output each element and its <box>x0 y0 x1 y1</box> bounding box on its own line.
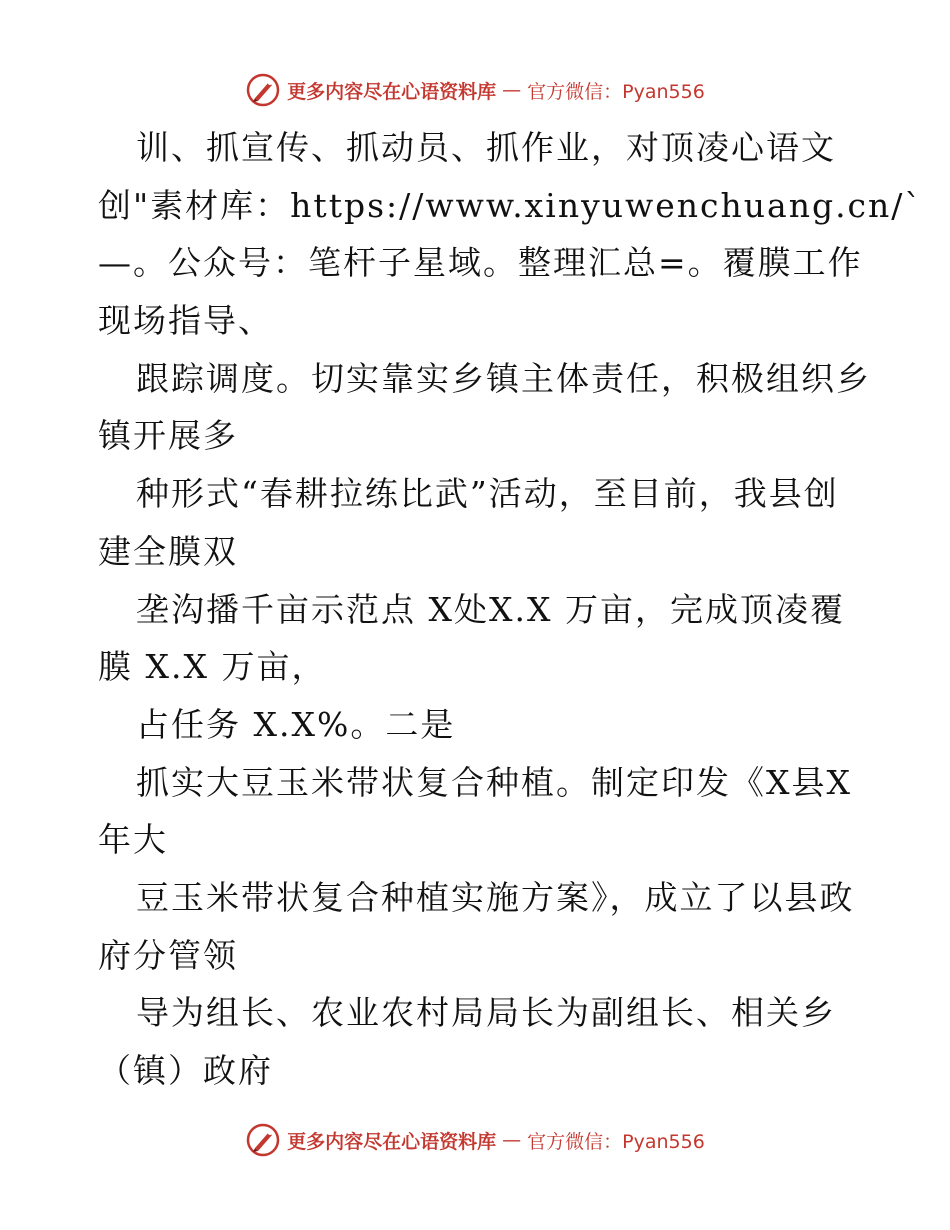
pen-circle-logo-icon <box>245 1122 281 1158</box>
footer-brand-text: 更多内容尽在心语资料库 <box>287 1130 497 1153</box>
text-line: 占任务 X.X%。二是 <box>136 705 456 744</box>
text-line: 训、抓宣传、抓动员、抓作业，对顶凌心语文 <box>136 128 836 167</box>
header-separator: — <box>502 79 522 101</box>
text-line: 创"素材库：https://www.xinyuwenchuang.cn/` <box>98 186 923 225</box>
footer-wechat-text: 官方微信：Pyan556 <box>527 1130 705 1153</box>
text-line: 抓实大豆玉米带状复合种植。制定印发《X县X <box>136 763 852 802</box>
text-line: 种形式“春耕拉练比武”活动，至目前，我县创 <box>136 474 839 513</box>
text-line: 建全膜双 <box>98 532 238 571</box>
text-line: 年大 <box>98 820 168 859</box>
footer-separator: — <box>502 1129 522 1151</box>
text-line: 豆玉米带状复合种植实施方案》，成立了以县政 <box>136 878 855 917</box>
footer-banner <box>0 1120 950 1160</box>
text-line: 跟踪调度。切实靠实乡镇主体责任，积极组织乡 <box>136 359 871 398</box>
header-brand-text: 更多内容尽在心语资料库 <box>287 80 497 103</box>
text-line: 府分管领 <box>98 936 238 975</box>
header-banner <box>0 70 950 110</box>
text-line: 镇开展多 <box>98 416 238 455</box>
header-wechat-text: 官方微信：Pyan556 <box>527 80 705 103</box>
text-line: —。公众号：笔杆子星域。整理汇总=。覆膜工作 <box>98 243 863 282</box>
text-line: 垄沟播千亩示范点 X处X.X 万亩，完成顶凌覆 <box>136 590 845 629</box>
text-line: 现场指导、 <box>98 301 273 340</box>
text-line: （镇）政府 <box>98 1051 273 1090</box>
text-line: 导为组长、农业农村局局长为副组长、相关乡 <box>136 993 836 1032</box>
pen-circle-logo-icon <box>245 72 281 108</box>
text-line: 膜 X.X 万亩， <box>98 647 327 686</box>
